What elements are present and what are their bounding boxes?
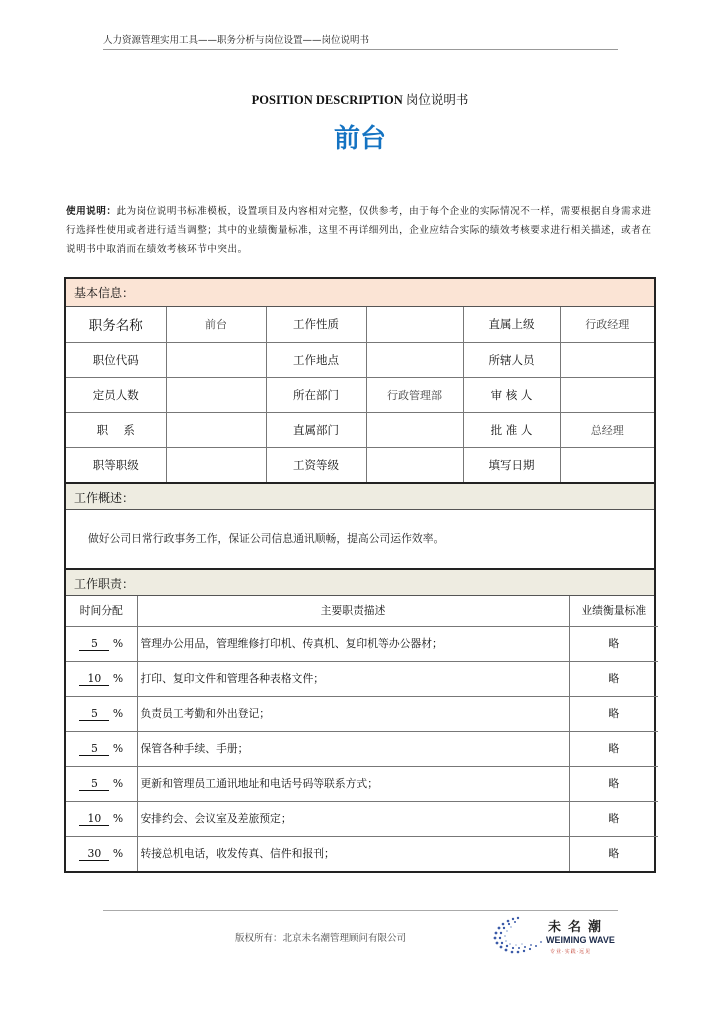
time-allocation: 5 % [66, 626, 137, 661]
field-value [366, 447, 463, 482]
field-label: 直属部门 [266, 412, 366, 447]
duty-kpi: 略 [569, 766, 658, 801]
field-value [166, 342, 266, 377]
duty-description: 打印、复印文件和管理各种表格文件； [137, 661, 569, 696]
field-value: 总经理 [560, 412, 654, 447]
field-label: 工作性质 [266, 307, 366, 342]
time-allocation: 5 % [66, 696, 137, 731]
logo-chinese-name: 未名潮 [548, 920, 609, 935]
basic-info-row [66, 342, 654, 377]
basic-info-row [66, 412, 654, 447]
field-value [366, 412, 463, 447]
duty-row [66, 766, 658, 801]
field-value [166, 412, 266, 447]
field-value [560, 377, 654, 412]
column-header-time: 时间分配 [66, 596, 137, 626]
field-value [166, 447, 266, 482]
basic-info-header: 基本信息： [66, 279, 654, 307]
duties-header-row [66, 596, 658, 626]
field-value [166, 377, 266, 412]
duty-description: 安排约会、会议室及差旅预定； [137, 801, 569, 836]
field-value [560, 342, 654, 377]
field-value: 行政管理部 [366, 377, 463, 412]
field-label: 审 核 人 [463, 377, 560, 412]
duty-row [66, 801, 658, 836]
duty-kpi: 略 [569, 626, 658, 661]
field-value [366, 307, 463, 342]
duty-description: 管理办公用品，管理维修打印机、传真机、复印机等办公器材； [137, 626, 569, 661]
position-form [64, 277, 656, 873]
duty-description: 转接总机电话，收发传真、信件和报刊； [137, 836, 569, 871]
column-header-kpi: 业绩衡量标准 [569, 596, 658, 626]
time-allocation: 5 % [66, 731, 137, 766]
copyright-text: 版权所有：北京未名潮管理顾问有限公司 [235, 933, 407, 944]
duty-kpi: 略 [569, 731, 658, 766]
field-label: 工作地点 [266, 342, 366, 377]
usage-note-lead: 使用说明： [66, 206, 117, 217]
duties-table [66, 596, 658, 871]
document-heading [0, 90, 720, 108]
basic-info-row [66, 307, 654, 342]
usage-note [66, 202, 656, 259]
basic-info-row [66, 447, 654, 482]
field-value [560, 447, 654, 482]
basic-info-table [66, 307, 654, 482]
field-label: 职位代码 [66, 342, 166, 377]
field-value: 行政经理 [560, 307, 654, 342]
field-label: 直属上级 [463, 307, 560, 342]
heading-cn: 岗位说明书 [405, 93, 469, 107]
field-value [366, 342, 463, 377]
duty-row [66, 731, 658, 766]
field-label: 定员人数 [66, 377, 166, 412]
field-label: 职务名称 [66, 307, 166, 342]
field-label: 工资等级 [266, 447, 366, 482]
summary-text: 做好公司日常行政事务工作，保证公司信息通讯顺畅，提高公司运作效率。 [88, 532, 445, 545]
job-title: 前台 [333, 124, 386, 154]
time-allocation: 30 % [66, 836, 137, 871]
field-label: 批 准 人 [463, 412, 560, 447]
duty-row [66, 661, 658, 696]
duty-row [66, 626, 658, 661]
field-label: 所辖人员 [463, 342, 560, 377]
duty-row [66, 696, 658, 731]
duty-kpi: 略 [569, 801, 658, 836]
duty-description: 保管各种手续、手册； [137, 731, 569, 766]
heading-en: POSITION DESCRIPTION [251, 93, 403, 107]
field-value: 前台 [166, 307, 266, 342]
duty-description: 负责员工考勤和外出登记； [137, 696, 569, 731]
column-header-description: 主要职责描述 [137, 596, 569, 626]
duty-kpi: 略 [569, 661, 658, 696]
time-allocation: 10 % [66, 661, 137, 696]
footer-divider [103, 910, 618, 911]
running-header: 人力资源管理实用工具——职务分析与岗位设置——岗位说明书 [103, 32, 618, 50]
logo-english-name: WEIMING WAVE [546, 935, 615, 945]
time-allocation: 5 % [66, 766, 137, 801]
usage-note-text: 此为岗位说明书标准模板，设置项目及内容相对完整，仅供参考，由于每个企业的实际情况不一样，需要根据自身需求进行选择性使用或者进行适当调整；其中的业绩衡量标准，这里不再详细列出，企业应结合实际的绩效考核要求进行相关描述，或者在说明书中取消而在绩效考核环节中突出。 [66, 206, 652, 255]
company-logo [488, 914, 623, 960]
wave-logo-icon [488, 914, 548, 960]
time-allocation: 10 % [66, 801, 137, 836]
summary-header: 工作概述： [66, 482, 654, 510]
duty-row [66, 836, 658, 871]
duties-header: 工作职责： [66, 568, 654, 596]
duty-kpi: 略 [569, 696, 658, 731]
field-label: 填写日期 [463, 447, 560, 482]
duty-description: 更新和管理员工通讯地址和电话号码等联系方式； [137, 766, 569, 801]
field-label: 职 系 [66, 412, 166, 447]
field-label: 所在部门 [266, 377, 366, 412]
basic-info-row [66, 377, 654, 412]
field-label: 职等职级 [66, 447, 166, 482]
logo-tagline: 专业·实践·远见 [550, 949, 592, 955]
duty-kpi: 略 [569, 836, 658, 871]
